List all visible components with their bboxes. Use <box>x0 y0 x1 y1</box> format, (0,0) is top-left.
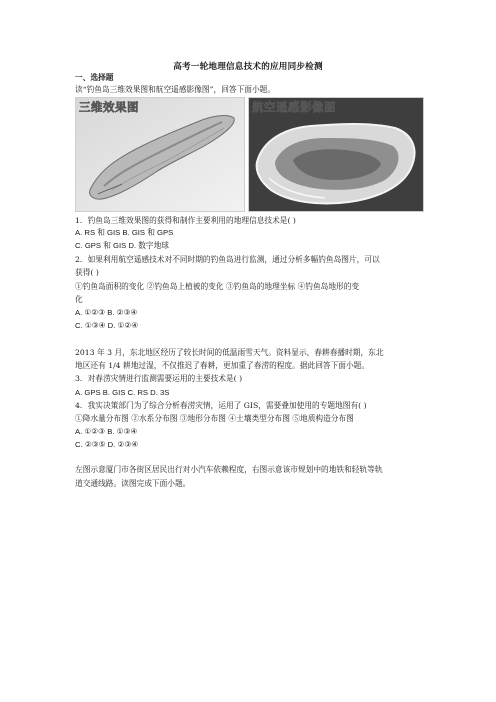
question-3-options: A. GPS B. GIS C. RS D. 3S <box>75 388 170 397</box>
question-3: 3．对春涝灾情进行监测需要运用的主要技术是( ) <box>75 374 243 383</box>
question-2-options-ab: A. ①②③ B. ②③④ <box>75 308 138 317</box>
question-4-statements: ①降水量分布图 ②水系分布图 ③地形分布图 ④土壤类型分布图 ⑤地质构造分布图 <box>75 414 354 423</box>
question-1-options-cd: C. GPS 和 GIS D. 数字地球 <box>75 241 169 250</box>
doc-title: 高考一轮地理信息技术的应用同步检测 <box>173 62 323 72</box>
island-3d-image <box>75 97 245 212</box>
question-4-options-ab: A. ①②③ B. ①③④ <box>75 427 138 436</box>
question-4: 4．我实决策部门为了综合分析春涝灾情，运用了 GIS，需要叠加使用的专题地图有( ) <box>75 401 367 410</box>
question-2-statements-line-2: 化 <box>75 295 83 304</box>
question-1: 1．钓鱼岛三维效果图的获得和制作主要利用的地理信息技术是( ) <box>75 216 296 225</box>
section-heading: 一、选择题 <box>75 73 114 82</box>
intro-paragraph-2-line-2: 地区还有 1/4 耕地过湿，不仅推迟了春耕，更加重了春涝的程度。据此回答下面小题。 <box>75 361 370 370</box>
aerial-remote-sensing-image <box>248 97 424 212</box>
intro-paragraph-2-line-1: 2013 年 3 月，东北地区经历了较长时间的低温雨雪天气。资料显示，春耕春播时期，东北 <box>75 348 384 357</box>
question-2-line-2: 获得( ) <box>75 268 99 277</box>
intro-paragraph-1: 读“钓鱼岛三维效果图和航空遥感影像图”，回答下面小题。 <box>75 85 276 94</box>
question-2-options-cd: C. ①③④ D. ①②④ <box>75 321 139 330</box>
question-1-options-ab: A. RS 和 GIS B. GIS 和 GPS <box>75 228 174 237</box>
question-4-options-cd: C. ②③⑤ D. ②③④ <box>75 440 139 449</box>
question-2-line-1: 2．如果利用航空遥感技术对不同时期的钓鱼岛进行监测，通过分析多幅钓鱼岛图片，可以 <box>75 255 380 264</box>
intro-paragraph-3-line-2: 道交通线路。读图完成下面小题。 <box>75 479 191 488</box>
question-2-statements-line-1: ①钓鱼岛面积的变化 ②钓鱼岛上植被的变化 ③钓鱼岛的地理坐标 ④钓鱼岛地形的变 <box>75 282 360 291</box>
image-left-label: 三维效果图 <box>79 100 139 114</box>
intro-paragraph-3-line-1: 左图示意厦门市各街区居民出行对小汽车依赖程度，右图示意该市规划中的地铁和轻轨等轨 <box>75 465 383 474</box>
image-right-label: 航空遥感影像图 <box>252 100 336 114</box>
